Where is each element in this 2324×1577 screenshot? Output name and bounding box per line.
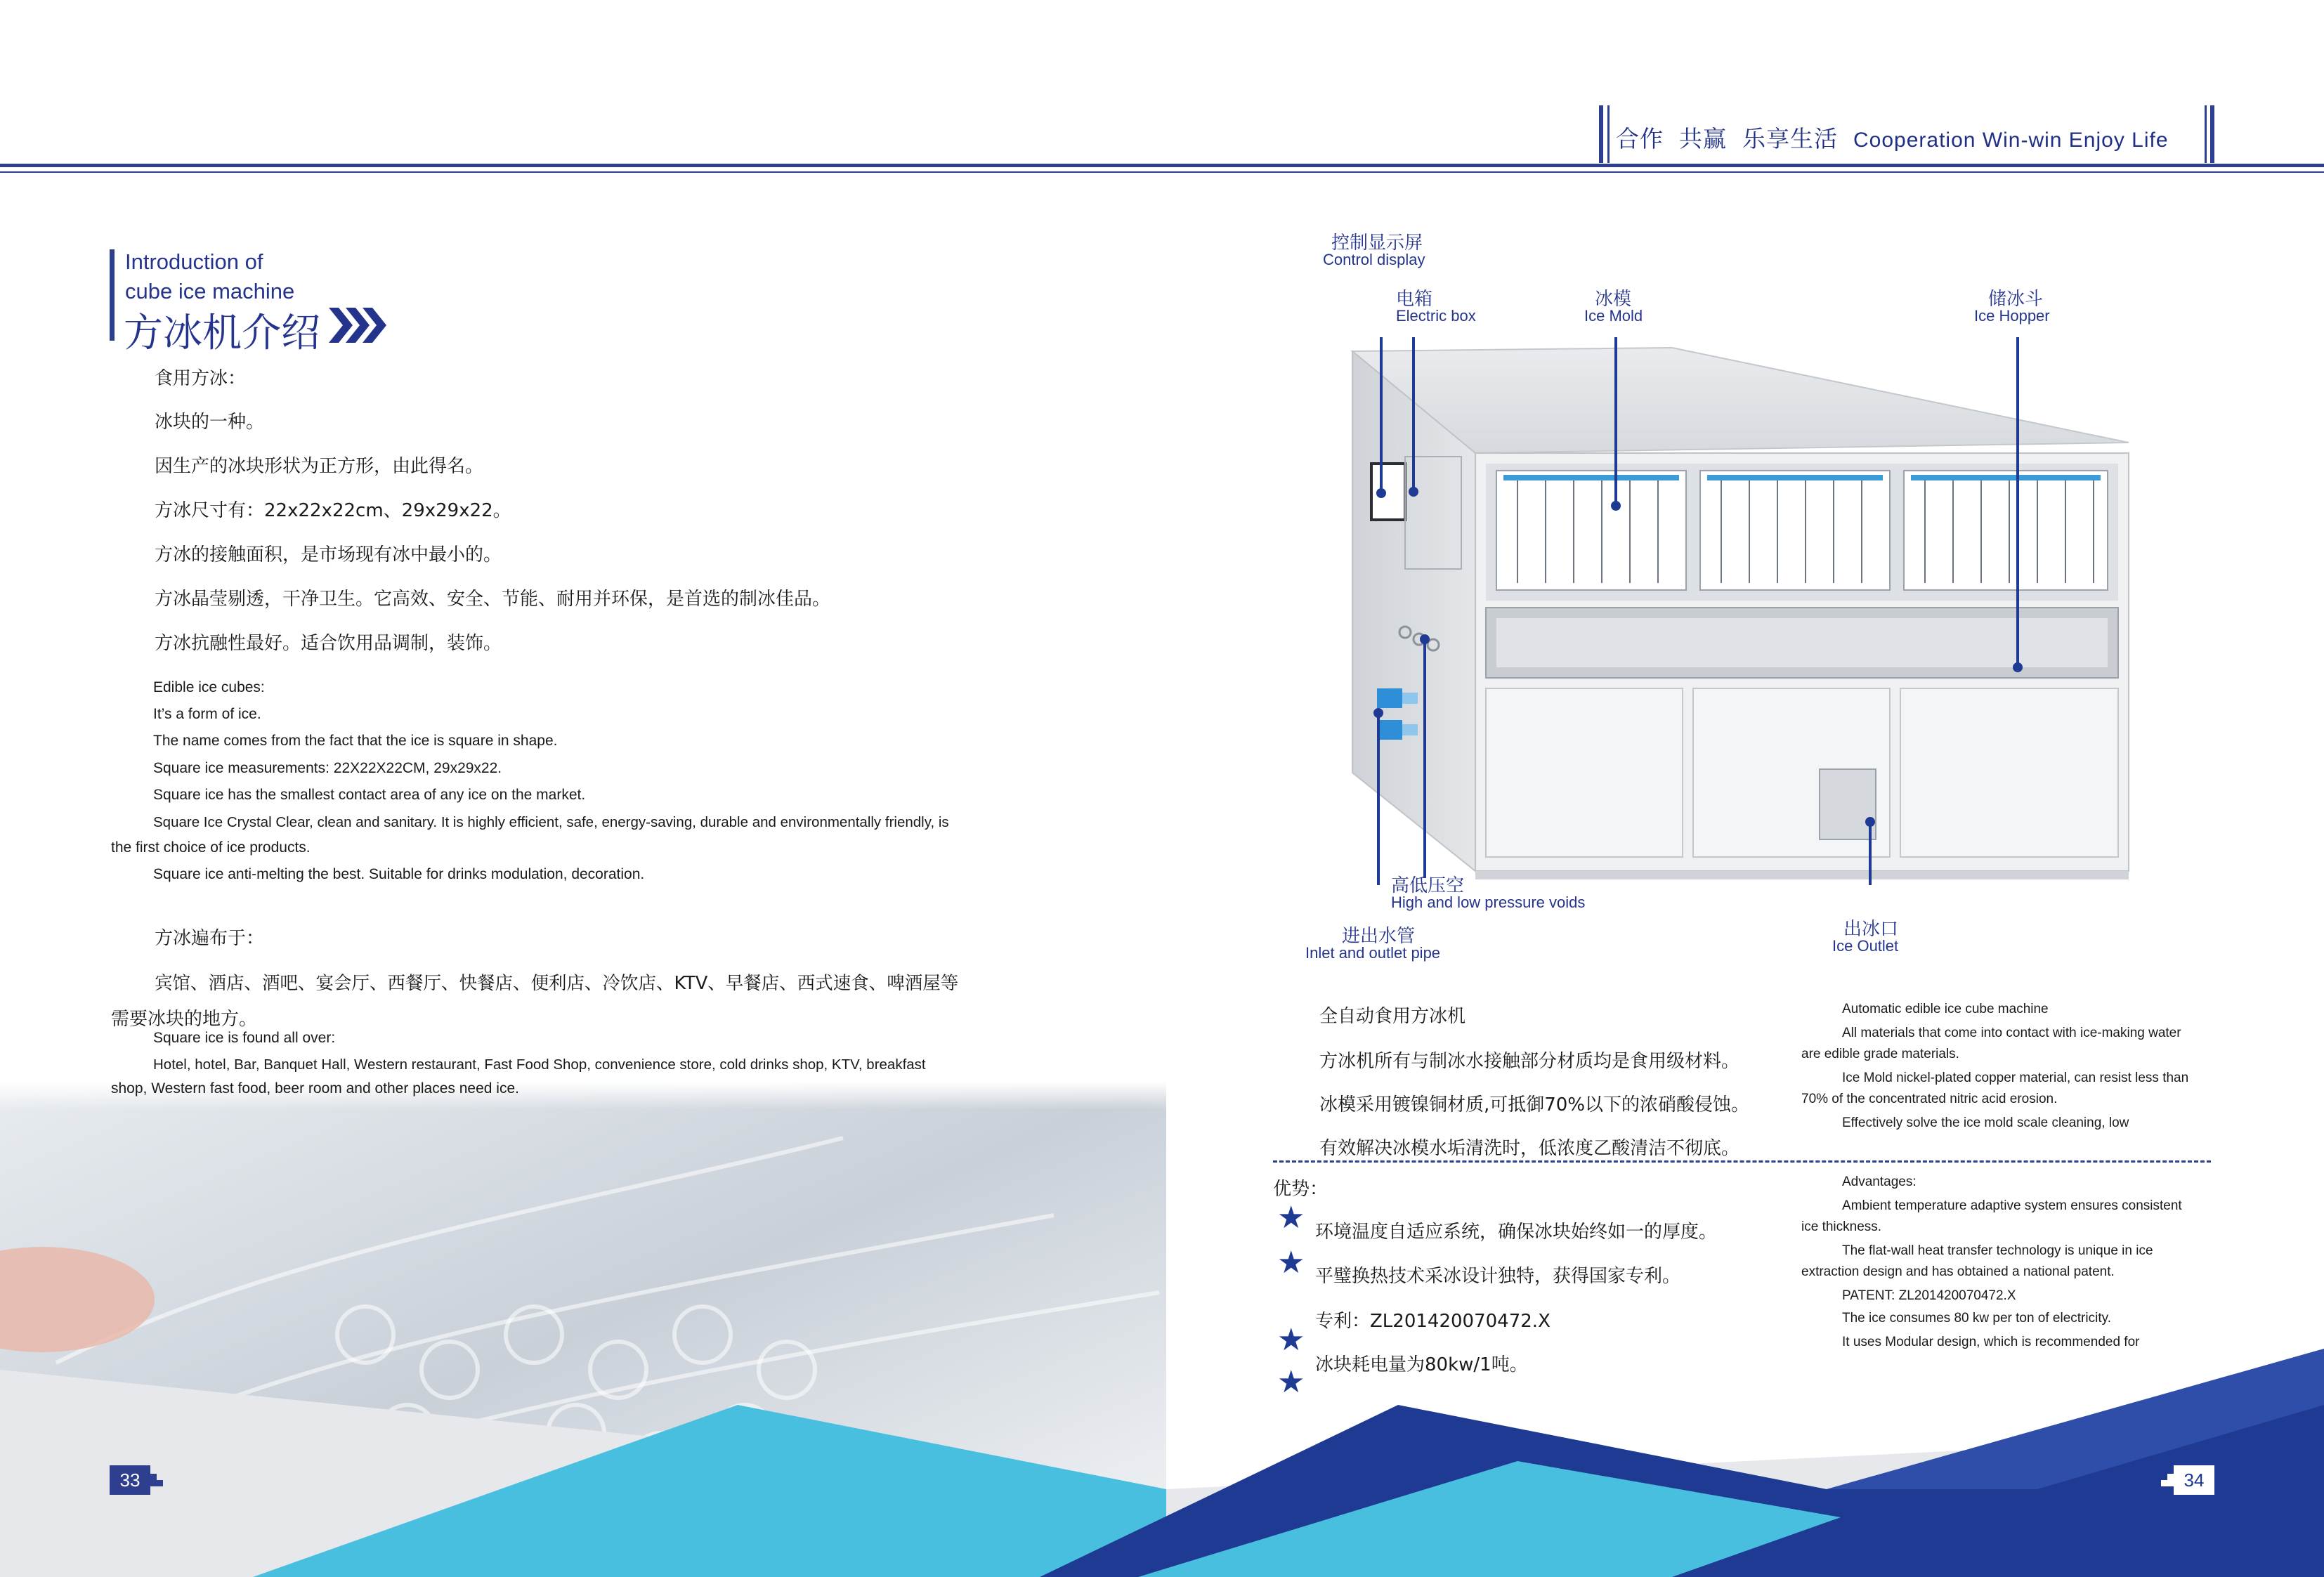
triple-chevron-icon bbox=[329, 308, 388, 343]
adv-en-4: The flat-wall heat transfer technology is unique in ice bbox=[1842, 1243, 2153, 1258]
adv-cn-heading: 优势： bbox=[1273, 1179, 1329, 1200]
page-tab-decoration bbox=[2154, 1474, 2174, 1488]
found-cn-line2: 需要冰块的地方。 bbox=[111, 1009, 258, 1030]
ice-mold-racks bbox=[1486, 464, 2118, 601]
label-control-cn: 控制显示屏 bbox=[1331, 233, 1423, 254]
cn-para-7: 方冰抗融性最好。适合饮用品调制，装饰。 bbox=[155, 633, 502, 654]
header-bar-right bbox=[2210, 105, 2214, 163]
machine-cn-4: 有效解决冰模水垢清洗时，低浓度乙酸清洁不彻底。 bbox=[1319, 1138, 1740, 1159]
cn-para-4: 方冰尺寸有：22x22x22cm、29x29x22。 bbox=[155, 500, 511, 521]
en-line-2: It’s a form of ice. bbox=[153, 706, 261, 722]
label-control-en: Control display bbox=[1323, 251, 1425, 268]
motto-cn-1: 合作 bbox=[1616, 125, 1664, 152]
title-en bbox=[125, 247, 294, 306]
en-line-5: Square ice has the smallest contact area of any ice on the market. bbox=[153, 787, 586, 803]
en-line-8: Square ice anti-melting the best. Suitable for drinks modulation, decoration. bbox=[153, 866, 645, 882]
title-en-line1: Introduction of bbox=[125, 249, 263, 274]
header-motto bbox=[1616, 121, 2184, 154]
label-mold-cn: 冰模 bbox=[1595, 289, 1632, 310]
en-line-3: The name comes from the fact that the ice is square in shape. bbox=[153, 733, 558, 749]
en-line-6: Square Ice Crystal Clear, clean and sanitary. It is highly efficient, safe, energy-saving, durable and environmentally friendly, is bbox=[153, 814, 949, 830]
label-ebox-en: Electric box bbox=[1396, 307, 1476, 325]
star-icon: ★ bbox=[1277, 1322, 1305, 1358]
label-mold-en: Ice Mold bbox=[1584, 307, 1643, 325]
ice-machine-illustration bbox=[1335, 337, 2178, 885]
adv-en-5: extraction design and has obtained a national patent. bbox=[1801, 1264, 2115, 1279]
header-rule bbox=[0, 164, 2324, 167]
adv-en-8: It uses Modular design, which is recommended for bbox=[1842, 1335, 2140, 1349]
label-outlet-en: Ice Outlet bbox=[1832, 937, 1899, 955]
label-hopper-cn: 储冰斗 bbox=[1988, 289, 2044, 310]
label-ebox-cn: 电箱 bbox=[1396, 289, 1433, 310]
machine-cn-3: 冰模采用镀镍铜材质,可抵御70%以下的浓硝酸侵蚀。 bbox=[1319, 1094, 1750, 1115]
adv-cn-1: 环境温度自适应系统，确保冰块始终如一的厚度。 bbox=[1315, 1222, 1718, 1243]
adv-cn-2: 平璧换热技术采冰设计独特，获得国家专利。 bbox=[1315, 1266, 1681, 1287]
machine-cn-1: 全自动食用方冰机 bbox=[1319, 1006, 1466, 1027]
page-number-right: 34 bbox=[2174, 1465, 2214, 1495]
found-en-heading: Square ice is found all over: bbox=[153, 1030, 336, 1046]
star-icon: ★ bbox=[1277, 1245, 1305, 1281]
found-cn-line1: 宾馆、酒店、酒吧、宴会厅、西餐厅、快餐店、便利店、冷饮店、KTV、早餐店、西式速食、啤酒屋等 bbox=[155, 973, 959, 994]
adv-en-7: The ice consumes 80 kw per ton of electricity. bbox=[1842, 1311, 2111, 1326]
label-pressure-en: High and low pressure voids bbox=[1391, 894, 1586, 911]
label-outlet-cn: 出冰口 bbox=[1843, 919, 1899, 940]
header-bar-left bbox=[1599, 105, 1603, 163]
en-line-7: the first choice of ice products. bbox=[111, 839, 311, 856]
found-en-line1: Hotel, hotel, Bar, Banquet Hall, Western restaurant, Fast Food Shop, convenience store, cold drinks shop, KTV, breakfast bbox=[153, 1056, 926, 1073]
machine-en-4: Ice Mold nickel-plated copper material, can resist less than bbox=[1842, 1071, 2189, 1085]
motto-en: Cooperation Win-win Enjoy Life bbox=[1853, 129, 2169, 152]
header-bar-right-thin bbox=[2205, 105, 2207, 163]
cn-para-6: 方冰晶莹剔透，干净卫生。它高效、安全、节能、耐用并环保，是首选的制冰佳品。 bbox=[155, 589, 831, 610]
adv-cn-3: 专利：ZL201420070472.X bbox=[1315, 1311, 1551, 1332]
cn-para-1: 食用方冰： bbox=[155, 368, 247, 389]
cn-para-5: 方冰的接触面积，是市场现有冰中最小的。 bbox=[155, 544, 502, 565]
title-accent-bar bbox=[110, 249, 115, 341]
en-line-4: Square ice measurements: 22X22X22CM, 29x29x22. bbox=[153, 760, 502, 776]
page-number-left: 33 bbox=[110, 1465, 150, 1495]
adv-en-3: ice thickness. bbox=[1801, 1219, 1882, 1234]
header-bar-left-thin bbox=[1607, 105, 1610, 163]
cn-para-3: 因生产的冰块形状为正方形，由此得名。 bbox=[155, 456, 484, 477]
machine-en-6: Effectively solve the ice mold scale cleaning, low bbox=[1842, 1115, 2129, 1130]
star-icon: ★ bbox=[1277, 1200, 1305, 1236]
label-inlet-en: Inlet and outlet pipe bbox=[1305, 944, 1441, 962]
machine-en-3: are edible grade materials. bbox=[1801, 1047, 1959, 1061]
star-icon: ★ bbox=[1277, 1364, 1305, 1400]
machine-en-5: 70% of the concentrated nitric acid erosion. bbox=[1801, 1092, 2058, 1106]
label-pressure-cn: 高低压空 bbox=[1391, 875, 1465, 896]
adv-en-6: PATENT: ZL201420070472.X bbox=[1842, 1288, 2016, 1303]
machine-en-2: All materials that come into contact with ice-making water bbox=[1842, 1026, 2181, 1040]
label-inlet-cn: 进出水管 bbox=[1342, 926, 1416, 947]
adv-cn-4: 冰块耗电量为80kw/1吨。 bbox=[1315, 1354, 1528, 1375]
machine-en-1: Automatic edible ice cube machine bbox=[1842, 1002, 2049, 1016]
ice-outlet bbox=[1820, 769, 1876, 839]
label-hopper-en: Ice Hopper bbox=[1974, 307, 2050, 325]
page-tab-decoration bbox=[150, 1474, 170, 1488]
found-en-line2: shop, Western fast food, beer room and other places need ice. bbox=[111, 1080, 519, 1097]
control-display bbox=[1371, 464, 1405, 520]
cn-para-2: 冰块的一种。 bbox=[155, 412, 265, 433]
found-cn-heading: 方冰遍布于： bbox=[155, 928, 265, 949]
en-line-1: Edible ice cubes: bbox=[153, 679, 265, 695]
title-en-line2: cube ice machine bbox=[125, 279, 295, 303]
adv-en-2: Ambient temperature adaptive system ensures consistent bbox=[1842, 1198, 2182, 1213]
title-cn: 方冰机介绍 bbox=[124, 310, 320, 356]
motto-cn-3: 乐享生活 bbox=[1742, 125, 1838, 152]
dashed-divider bbox=[1273, 1160, 2211, 1163]
header-rule-thin bbox=[0, 171, 2324, 173]
motto-cn-2: 共赢 bbox=[1679, 125, 1727, 152]
machine-cn-2: 方冰机所有与制冰水接触部分材质均是食用级材料。 bbox=[1319, 1051, 1740, 1072]
adv-en-1: Advantages: bbox=[1842, 1174, 1917, 1189]
